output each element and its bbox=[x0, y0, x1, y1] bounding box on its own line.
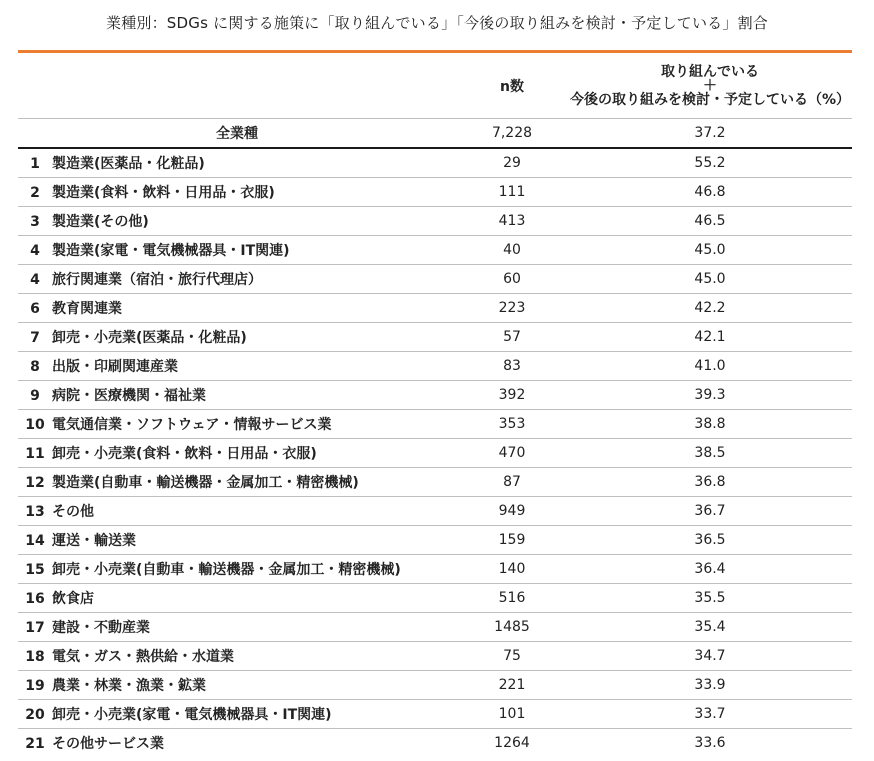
industry-cell bbox=[18, 178, 456, 207]
header-percentage-plus: ＋ bbox=[703, 78, 717, 94]
industry-label: 製造業(自動車・輸送機器・金属加工・精密機械) bbox=[52, 475, 359, 491]
industry-label: 卸売・小売業(食料・飲料・日用品・衣服) bbox=[52, 446, 317, 462]
n-value: 87 bbox=[456, 468, 568, 497]
total-n-value: 7,228 bbox=[456, 119, 568, 149]
table-row bbox=[18, 381, 852, 410]
rank-number: 14 bbox=[25, 533, 45, 549]
industry-label: 出版・印刷関連産業 bbox=[52, 359, 178, 375]
industry-label: 教育関連業 bbox=[52, 301, 122, 317]
pct-value: 34.7 bbox=[568, 642, 852, 671]
n-value: 83 bbox=[456, 352, 568, 381]
table-row bbox=[18, 236, 852, 265]
rank-number: 16 bbox=[25, 591, 45, 607]
rank-number: 2 bbox=[30, 185, 40, 201]
pct-value: 55.2 bbox=[568, 148, 852, 178]
table-body bbox=[18, 119, 852, 758]
table-row bbox=[18, 613, 852, 642]
pct-value: 33.6 bbox=[694, 735, 726, 751]
pct-value: 35.4 bbox=[568, 613, 852, 642]
industry-cell bbox=[18, 700, 456, 729]
industry-label: 建設・不動産業 bbox=[52, 620, 150, 636]
table-row bbox=[18, 148, 852, 178]
industry-cell bbox=[18, 671, 456, 700]
industry-cell bbox=[18, 555, 456, 584]
industry-cell bbox=[18, 265, 456, 294]
n-value: 392 bbox=[456, 381, 568, 410]
table-row bbox=[18, 468, 852, 497]
n-value: 57 bbox=[456, 323, 568, 352]
table-row bbox=[18, 178, 852, 207]
rank-number: 20 bbox=[25, 707, 45, 723]
industry-cell bbox=[18, 729, 456, 758]
industry-cell bbox=[18, 439, 456, 468]
header-industry-cell bbox=[18, 54, 456, 119]
industry-label: その他サービス業 bbox=[52, 736, 164, 752]
pct-value: 36.5 bbox=[568, 526, 852, 555]
n-value: 1264 bbox=[494, 735, 530, 751]
n-value: 60 bbox=[456, 265, 568, 294]
n-value: 75 bbox=[456, 642, 568, 671]
pct-value: 39.3 bbox=[568, 381, 852, 410]
rank-number: 9 bbox=[30, 388, 40, 404]
industry-label: その他 bbox=[52, 504, 94, 520]
total-pct-value: 37.2 bbox=[568, 119, 852, 149]
pct-value: 36.8 bbox=[568, 468, 852, 497]
table-row bbox=[18, 700, 852, 729]
title-accent-line bbox=[18, 50, 852, 53]
industry-cell bbox=[18, 352, 456, 381]
header-percentage bbox=[568, 54, 852, 119]
table-row bbox=[18, 207, 852, 236]
table-row bbox=[18, 439, 852, 468]
pct-value: 45.0 bbox=[568, 236, 852, 265]
rank-number: 15 bbox=[25, 562, 45, 578]
industry-cell bbox=[18, 294, 456, 323]
pct-value: 38.8 bbox=[568, 410, 852, 439]
industry-cell bbox=[18, 642, 456, 671]
pct-value: 42.2 bbox=[568, 294, 852, 323]
n-value: 101 bbox=[456, 700, 568, 729]
table-row bbox=[18, 497, 852, 526]
header-percentage-line1: 取り組んでいる bbox=[661, 64, 759, 80]
industry-cell bbox=[18, 497, 456, 526]
industry-label: 運送・輸送業 bbox=[52, 533, 136, 549]
table-row bbox=[18, 642, 852, 671]
industry-label: 電気・ガス・熱供給・水道業 bbox=[52, 649, 234, 665]
industry-label: 電気通信業・ソフトウェア・情報サービス業 bbox=[52, 417, 332, 433]
rank-number: 7 bbox=[30, 330, 40, 346]
rank-number: 4 bbox=[30, 272, 40, 288]
n-value: 221 bbox=[456, 671, 568, 700]
industry-cell bbox=[18, 613, 456, 642]
table-row bbox=[18, 265, 852, 294]
table-row bbox=[18, 584, 852, 613]
pct-value: 38.5 bbox=[568, 439, 852, 468]
pct-value: 33.7 bbox=[568, 700, 852, 729]
industry-cell bbox=[18, 236, 456, 265]
industry-cell bbox=[18, 381, 456, 410]
rank-number: 18 bbox=[25, 649, 45, 665]
n-value: 1485 bbox=[456, 613, 568, 642]
n-value: 949 bbox=[456, 497, 568, 526]
n-value: 470 bbox=[456, 439, 568, 468]
pct-value: 46.5 bbox=[568, 207, 852, 236]
industry-label: 卸売・小売業(自動車・輸送機器・金属加工・精密機械) bbox=[52, 562, 401, 578]
rank-number: 19 bbox=[25, 678, 45, 694]
rank-number: 10 bbox=[25, 417, 45, 433]
rank-number: 8 bbox=[30, 359, 40, 375]
pct-value: 33.9 bbox=[568, 671, 852, 700]
pct-value: 46.8 bbox=[568, 178, 852, 207]
industry-cell bbox=[18, 526, 456, 555]
table-row bbox=[18, 671, 852, 700]
rank-number: 21 bbox=[25, 736, 45, 752]
table-row bbox=[18, 526, 852, 555]
table-row bbox=[18, 410, 852, 439]
n-value: 413 bbox=[456, 207, 568, 236]
table-row bbox=[18, 555, 852, 584]
pct-value: 41.0 bbox=[568, 352, 852, 381]
rank-number: 6 bbox=[30, 301, 40, 317]
industry-label: 製造業(食料・飲料・日用品・衣服) bbox=[52, 185, 275, 201]
n-value: 159 bbox=[456, 526, 568, 555]
n-value: 40 bbox=[456, 236, 568, 265]
industry-cell bbox=[18, 148, 456, 178]
pct-value: 35.5 bbox=[568, 584, 852, 613]
industry-table bbox=[18, 54, 852, 757]
header-n-count: n数 bbox=[456, 54, 568, 119]
rank-number: 3 bbox=[30, 214, 40, 230]
total-row bbox=[18, 119, 852, 149]
pct-value: 36.7 bbox=[568, 497, 852, 526]
table-row bbox=[18, 294, 852, 323]
pct-value: 42.1 bbox=[568, 323, 852, 352]
industry-label: 飲食店 bbox=[52, 591, 94, 607]
total-label: 全業種 bbox=[18, 119, 456, 149]
pct-value: 36.4 bbox=[568, 555, 852, 584]
rank-number: 11 bbox=[25, 446, 45, 462]
chart-title: 業種別：SDGs に関する施策に「取り組んでいる」「今後の取り組みを検討・予定している」割合 bbox=[106, 14, 768, 32]
industry-label: 製造業(家電・電気機械器具・IT関連) bbox=[52, 243, 290, 259]
industry-label: 卸売・小売業(医薬品・化粧品) bbox=[52, 330, 247, 346]
industry-cell bbox=[18, 410, 456, 439]
table-row bbox=[18, 729, 852, 758]
pct-value: 45.0 bbox=[568, 265, 852, 294]
industry-label: 病院・医療機関・福祉業 bbox=[52, 388, 206, 404]
rank-number: 12 bbox=[25, 475, 45, 491]
table-row bbox=[18, 323, 852, 352]
n-value: 29 bbox=[456, 148, 568, 178]
n-value: 516 bbox=[456, 584, 568, 613]
rank-number: 1 bbox=[30, 156, 40, 172]
table-header-row bbox=[18, 54, 852, 119]
rank-number: 13 bbox=[25, 504, 45, 520]
industry-label: 農業・林業・漁業・鉱業 bbox=[52, 678, 206, 694]
industry-cell bbox=[18, 584, 456, 613]
industry-label: 卸売・小売業(家電・電気機械器具・IT関連) bbox=[52, 707, 332, 723]
industry-label: 製造業(その他) bbox=[52, 214, 149, 230]
industry-label: 旅行関連業（宿泊・旅行代理店） bbox=[52, 272, 262, 288]
n-value: 223 bbox=[456, 294, 568, 323]
industry-label: 製造業(医薬品・化粧品) bbox=[52, 156, 205, 172]
rank-number: 17 bbox=[25, 620, 45, 636]
n-value: 353 bbox=[456, 410, 568, 439]
n-value: 111 bbox=[456, 178, 568, 207]
industry-cell bbox=[18, 468, 456, 497]
header-percentage-line3: 今後の取り組みを検討・予定している（%） bbox=[569, 92, 851, 108]
industry-cell bbox=[18, 323, 456, 352]
n-value: 140 bbox=[456, 555, 568, 584]
table-row bbox=[18, 352, 852, 381]
rank-number: 4 bbox=[30, 243, 40, 259]
industry-cell bbox=[18, 207, 456, 236]
